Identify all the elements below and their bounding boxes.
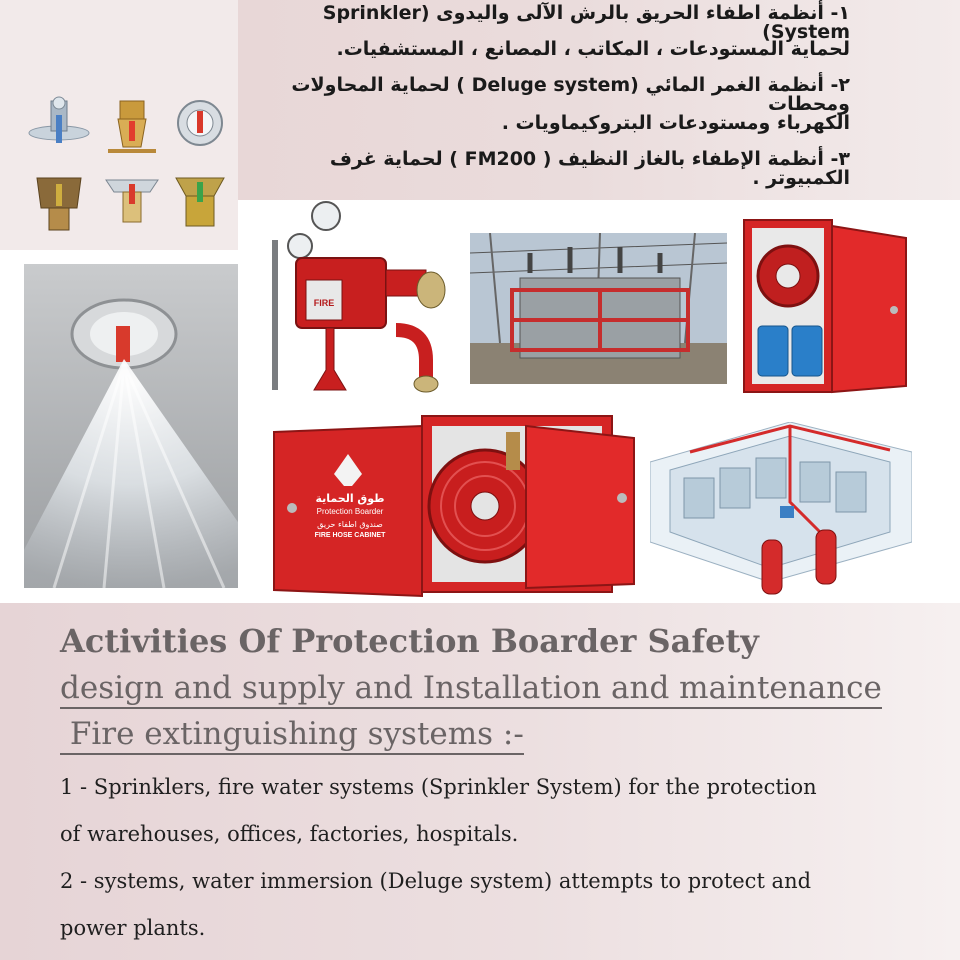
fm200-server-room-image: [650, 422, 912, 598]
item-1-line-2: of warehouses, offices, factories, hospitals.: [60, 822, 519, 846]
fire-hose-cabinet-image: [270, 412, 636, 598]
services-subtitle: design and supply and Installation and maintenance: [60, 670, 882, 709]
item-2-line-2: power plants.: [60, 916, 206, 940]
deluge-valve-image: [266, 200, 456, 400]
fire-systems-subtitle: Fire extinguishing systems :-: [60, 716, 524, 755]
sprinkler-heads-image: [24, 88, 234, 238]
cabinet-brand-english: Protection Boarder: [316, 507, 384, 516]
cabinet-label-english: FIRE HOSE CABINET: [314, 532, 386, 539]
cabinet-label-arabic: صندوق اطفاء حريق: [317, 520, 383, 529]
activities-title: Activities Of Protection Boarder Safety: [60, 622, 759, 660]
sprinkler-spray-photo: [24, 264, 238, 588]
valve-fire-tag: FIRE: [313, 298, 335, 308]
foam-hose-cabinet-image: [742, 218, 908, 394]
arabic-item-2-line-2: الكهرباء ومستودعات البتروكيماويات .: [501, 112, 850, 134]
arabic-item-3: ٣- أنظمة الإطفاء بالغاز النظيف ( FM200 ) لحماية غرف الكمبيوتر .: [329, 148, 850, 189]
transformer-deluge-photo: [470, 233, 727, 384]
arabic-item-1-line-1: ١- أنظمة اطفاء الحريق بالرش الآلى واليدوى (Sprinkler System): [322, 2, 850, 43]
arabic-item-1-line-2: لحماية المستودعات ، المكاتب ، المصانع ، المستشفيات.: [336, 38, 850, 60]
item-2-line-1: 2 - systems, water immersion (Deluge system) attempts to protect and: [60, 869, 812, 893]
item-1-line-1: 1 - Sprinklers, fire water systems (Sprinkler System) for the protection: [60, 775, 817, 799]
cabinet-brand-arabic: طوق الحماية: [315, 492, 385, 505]
arabic-item-2-line-1: ٢- أنظمة الغمر المائي (Deluge system ) لحماية المحاولات ومحطات: [291, 74, 850, 115]
